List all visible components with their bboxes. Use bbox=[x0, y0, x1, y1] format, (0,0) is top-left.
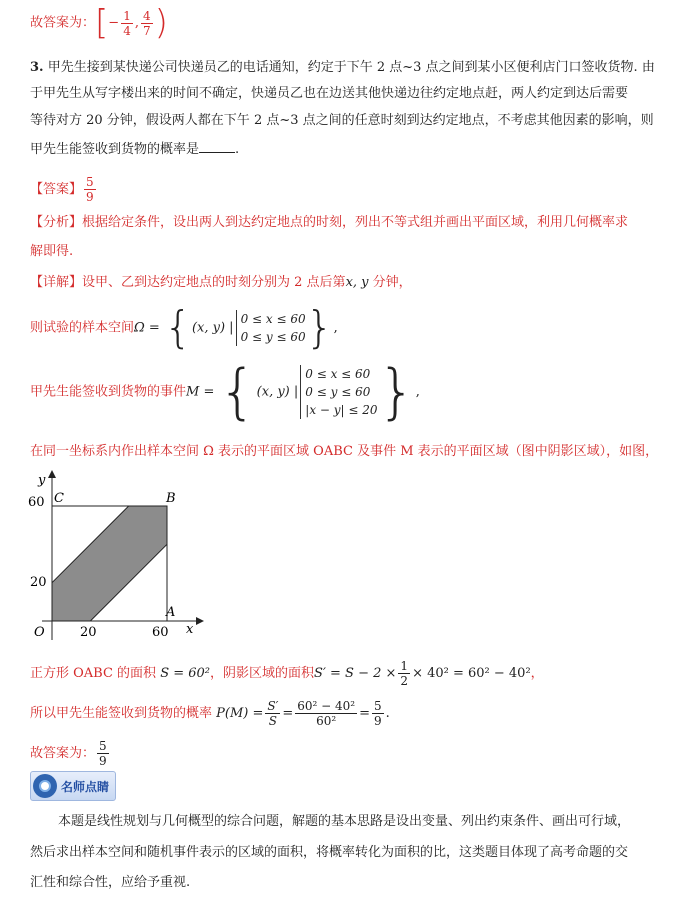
answer-blank bbox=[199, 140, 235, 153]
constraint-system: 0 ≤ x ≤ 60 0 ≤ y ≤ 60 bbox=[236, 310, 306, 346]
probability-line: 所以甲先生能签收到货物的概率 P(M) = $\frac{S'}{S}$ = $\frac{\text{60² − 40²}}{\text{60²}}$ = $\frac{5}{9}$ . bbox=[30, 699, 390, 728]
analysis-line-2: 解即得. bbox=[30, 244, 74, 259]
tick-y-20: 20 bbox=[30, 575, 47, 590]
comment-line-1: 本题是线性规划与几何概型的综合问题，解题的基本思路是设出变量、列出约束条件、画出可行域， bbox=[58, 814, 631, 829]
final-answer-line: 故答案为： $\frac{5}{9}$ bbox=[30, 739, 107, 768]
point-label-b: B bbox=[166, 491, 176, 506]
fraction: $\frac{5}{9}$ bbox=[99, 739, 107, 768]
fraction: $\frac{\text{60² − 40²}}{\text{60²}}$ bbox=[297, 699, 356, 728]
event-constraint-system: 0 ≤ x ≤ 60 0 ≤ y ≤ 60 |x − y| ≤ 20 bbox=[300, 365, 377, 419]
problem-line-3: 等待对方 20 分钟，假设两人都在下午 2 点~3 点之间的任意时刻到达约定地点，不考虑其他因素的影响，则 bbox=[30, 113, 654, 128]
comment-line-2: 然后求出样本空间和随机事件表示的区域的面积，将概率转化为面积的比，这类题目体现了高考命题的交 bbox=[30, 845, 629, 860]
comment-line-3: 汇性和综合性，应给予重视. bbox=[30, 875, 191, 890]
shaded-region bbox=[52, 506, 167, 621]
tick-x-20: 20 bbox=[80, 625, 97, 640]
fraction: $\frac{S'}{S}$ bbox=[267, 699, 279, 728]
figure-intro-line: 在同一坐标系内作出样本空间 Ω 表示的平面区域 OABC 及事件 M 表示的平面区域（图中阴影区域），如图， bbox=[30, 444, 659, 459]
point-label-a: A bbox=[166, 605, 176, 620]
x-axis-label: x bbox=[186, 622, 194, 637]
fraction: $\frac{5}{9}$ bbox=[374, 699, 382, 728]
origin-label: O bbox=[34, 625, 45, 640]
fraction: $\frac{1}{2}$ bbox=[400, 659, 409, 688]
problem-line-1: 3. 甲先生接到某快递公司快递员乙的电话通知，约定于下午 2 点~3 点之间到某小区便利店门口签收货物. 由 bbox=[30, 60, 655, 75]
fraction: $\frac{5}{9}$ bbox=[86, 175, 94, 204]
tick-y-60: 60 bbox=[28, 495, 45, 510]
answer-line: 【答案】 $\frac{5}{9}$ bbox=[30, 175, 94, 204]
point-label-c: C bbox=[54, 491, 64, 506]
analysis-line-1: 【分析】根据给定条件，设出两人到达约定地点的时刻，列出不等式组并画出平面区域，利用几何概率求 bbox=[30, 215, 629, 230]
problem-line-2: 于甲先生从写字楼出来的时间不确定，快递员乙也在边送其他快递边往约定地点赶，两人约定到达后需要 bbox=[30, 86, 629, 101]
area-line: 正方形 OABC 的面积 S = 60²，阴影区域的面积S′ = S − 2 × $\frac{1}{2}$ × 40² = 60² − 40²， bbox=[30, 659, 544, 688]
fraction: $\frac{1}{4}$ bbox=[123, 8, 131, 38]
problem-line-4: 甲先生能签收到货物的概率是 . bbox=[30, 142, 240, 157]
event-line: 甲先生能签收到货物的事件M = {(x, y) |0 ≤ x ≤ 60 0 ≤ y ≤ 60 |x − y| ≤ 20}, bbox=[30, 357, 420, 427]
y-axis-label: y bbox=[38, 473, 46, 488]
detail-line-1: 【详解】设甲、乙到达约定地点的时刻分别为 2 点后第x, y 分钟， bbox=[30, 275, 412, 290]
target-icon bbox=[33, 774, 57, 798]
previous-answer: 故答案为：[− $\frac{1}{4}$ , $\frac{4}{7}$ ) bbox=[30, 3, 168, 43]
teacher-tip-badge: 名师点睛 bbox=[30, 771, 116, 801]
probability-region-figure bbox=[28, 470, 208, 650]
tick-x-60: 60 bbox=[152, 625, 169, 640]
fraction: $\frac{4}{7}$ bbox=[142, 8, 151, 38]
sample-space-line: 则试验的样本空间Ω = {(x, y) |0 ≤ x ≤ 60 0 ≤ y ≤ 60}, bbox=[30, 302, 338, 353]
